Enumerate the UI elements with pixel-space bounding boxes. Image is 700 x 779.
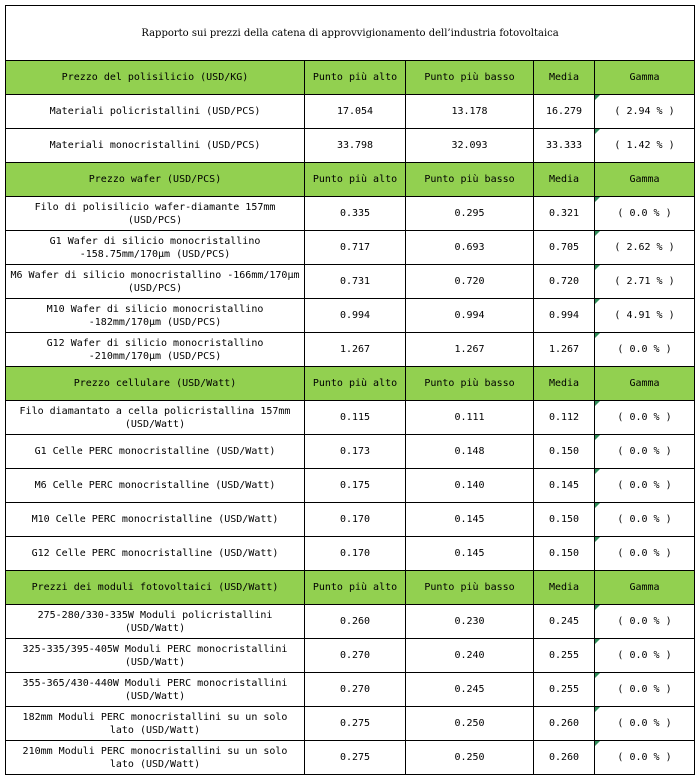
cell-highest: 0.175: [305, 469, 406, 503]
cell-lowest: 0.693: [406, 231, 534, 265]
cell-marker-icon: [595, 231, 600, 236]
table-row: [6, 469, 695, 503]
cell-average: 0.150: [534, 537, 595, 571]
range-value: ( 0.0 % ): [617, 412, 672, 423]
cell-average: 0.260: [534, 741, 595, 775]
cell-range: [595, 503, 695, 537]
report-title: Rapporto sui prezzi della catena di approvvigionamento dell’industria fotovoltaica: [6, 6, 695, 61]
cell-highest: 0.717: [305, 231, 406, 265]
cell-category: M6 Celle PERC monocristalline (USD/Watt): [6, 469, 305, 503]
cell-highest: 0.260: [305, 605, 406, 639]
section-header-row: [6, 61, 695, 95]
cell-category: 182mm Moduli PERC monocristallini su un solo lato (USD/Watt): [6, 707, 305, 741]
header-highest: Punto più alto: [305, 571, 406, 605]
table-row: [6, 299, 695, 333]
cell-lowest: 0.994: [406, 299, 534, 333]
header-lowest: Punto più basso: [406, 61, 534, 95]
cell-marker-icon: [595, 129, 600, 134]
header-highest: Punto più alto: [305, 163, 406, 197]
header-average: Media: [534, 367, 595, 401]
cell-range: [595, 333, 695, 367]
cell-range: [595, 707, 695, 741]
cell-average: 0.260: [534, 707, 595, 741]
header-range: Gamma: [595, 61, 695, 95]
range-value: ( 2.71 % ): [614, 276, 675, 287]
range-value: ( 0.0 % ): [617, 208, 672, 219]
cell-average: 0.112: [534, 401, 595, 435]
cell-average: 0.705: [534, 231, 595, 265]
cell-range: [595, 231, 695, 265]
cell-lowest: 0.111: [406, 401, 534, 435]
header-lowest: Punto più basso: [406, 367, 534, 401]
cell-category: 355-365/430-440W Moduli PERC monocristallini (USD/Watt): [6, 673, 305, 707]
range-value: ( 0.0 % ): [617, 344, 672, 355]
cell-marker-icon: [595, 95, 600, 100]
cell-category: 325-335/395-405W Moduli PERC monocristallini (USD/Watt): [6, 639, 305, 673]
cell-range: [595, 265, 695, 299]
header-range: Gamma: [595, 367, 695, 401]
range-value: ( 1.42 % ): [614, 140, 675, 151]
table-row: [6, 639, 695, 673]
range-value: ( 0.0 % ): [617, 684, 672, 695]
header-highest: Punto più alto: [305, 367, 406, 401]
cell-lowest: 0.240: [406, 639, 534, 673]
cell-average: 0.255: [534, 639, 595, 673]
header-lowest: Punto più basso: [406, 163, 534, 197]
header-range: Gamma: [595, 163, 695, 197]
table-row: [6, 197, 695, 231]
cell-marker-icon: [595, 435, 600, 440]
cell-category: G12 Celle PERC monocristalline (USD/Watt): [6, 537, 305, 571]
table-row: [6, 605, 695, 639]
table-row: [6, 333, 695, 367]
range-value: ( 0.0 % ): [617, 616, 672, 627]
cell-category: G1 Wafer di silicio monocristallino -158.75mm/170μm (USD/PCS): [6, 231, 305, 265]
cell-range: [595, 299, 695, 333]
cell-average: 0.255: [534, 673, 595, 707]
cell-lowest: 0.250: [406, 707, 534, 741]
cell-average: 33.333: [534, 129, 595, 163]
cell-category: Materiali monocristallini (USD/PCS): [6, 129, 305, 163]
table-row: [6, 265, 695, 299]
cell-average: 1.267: [534, 333, 595, 367]
cell-category: M6 Wafer di silicio monocristallino -166mm/170μm (USD/PCS): [6, 265, 305, 299]
title-row: [6, 6, 695, 61]
cell-category: 275-280/330-335W Moduli policristallini (USD/Watt): [6, 605, 305, 639]
cell-lowest: 0.245: [406, 673, 534, 707]
table-row: [6, 129, 695, 163]
table-row: [6, 503, 695, 537]
price-report-table: [5, 5, 695, 775]
table-row: [6, 95, 695, 129]
cell-category: M10 Celle PERC monocristalline (USD/Watt): [6, 503, 305, 537]
cell-lowest: 0.250: [406, 741, 534, 775]
cell-highest: 0.170: [305, 537, 406, 571]
cell-category: M10 Wafer di silicio monocristallino -182mm/170μm (USD/PCS): [6, 299, 305, 333]
cell-range: [595, 435, 695, 469]
price-report-sheet: [5, 5, 694, 775]
section-header-row: [6, 571, 695, 605]
cell-lowest: 0.295: [406, 197, 534, 231]
cell-category: Filo di polisilicio wafer-diamante 157mm (USD/PCS): [6, 197, 305, 231]
range-value: ( 0.0 % ): [617, 718, 672, 729]
cell-marker-icon: [595, 673, 600, 678]
cell-lowest: 0.140: [406, 469, 534, 503]
cell-range: [595, 673, 695, 707]
table-row: [6, 673, 695, 707]
cell-marker-icon: [595, 503, 600, 508]
table-row: [6, 741, 695, 775]
cell-category: G1 Celle PERC monocristalline (USD/Watt): [6, 435, 305, 469]
cell-range: [595, 741, 695, 775]
header-category: Prezzo wafer (USD/PCS): [6, 163, 305, 197]
cell-marker-icon: [595, 265, 600, 270]
cell-highest: 0.275: [305, 707, 406, 741]
cell-average: 0.720: [534, 265, 595, 299]
range-value: ( 0.0 % ): [617, 446, 672, 457]
cell-lowest: 32.093: [406, 129, 534, 163]
header-category: Prezzo del polisilicio (USD/KG): [6, 61, 305, 95]
cell-lowest: 0.720: [406, 265, 534, 299]
cell-highest: 1.267: [305, 333, 406, 367]
cell-highest: 0.731: [305, 265, 406, 299]
cell-lowest: 1.267: [406, 333, 534, 367]
cell-average: 0.150: [534, 503, 595, 537]
cell-average: 0.994: [534, 299, 595, 333]
range-value: ( 4.91 % ): [614, 310, 675, 321]
cell-lowest: 0.145: [406, 503, 534, 537]
header-average: Media: [534, 61, 595, 95]
cell-marker-icon: [595, 469, 600, 474]
cell-range: [595, 537, 695, 571]
cell-marker-icon: [595, 537, 600, 542]
header-highest: Punto più alto: [305, 61, 406, 95]
header-average: Media: [534, 571, 595, 605]
cell-highest: 0.173: [305, 435, 406, 469]
cell-marker-icon: [595, 605, 600, 610]
cell-average: 0.145: [534, 469, 595, 503]
cell-highest: 17.054: [305, 95, 406, 129]
section-header-row: [6, 163, 695, 197]
range-value: ( 2.94 % ): [614, 106, 675, 117]
cell-range: [595, 469, 695, 503]
header-average: Media: [534, 163, 595, 197]
cell-marker-icon: [595, 639, 600, 644]
cell-highest: 0.994: [305, 299, 406, 333]
range-value: ( 2.62 % ): [614, 242, 675, 253]
cell-average: 16.279: [534, 95, 595, 129]
cell-marker-icon: [595, 401, 600, 406]
cell-highest: 33.798: [305, 129, 406, 163]
table-row: [6, 231, 695, 265]
range-value: ( 0.0 % ): [617, 480, 672, 491]
cell-category: Filo diamantato a cella policristallina 157mm (USD/Watt): [6, 401, 305, 435]
cell-lowest: 13.178: [406, 95, 534, 129]
cell-highest: 0.275: [305, 741, 406, 775]
cell-lowest: 0.145: [406, 537, 534, 571]
range-value: ( 0.0 % ): [617, 514, 672, 525]
cell-average: 0.321: [534, 197, 595, 231]
range-value: ( 0.0 % ): [617, 548, 672, 559]
section-header-row: [6, 367, 695, 401]
header-lowest: Punto più basso: [406, 571, 534, 605]
cell-range: [595, 197, 695, 231]
cell-range: [595, 639, 695, 673]
cell-highest: 0.170: [305, 503, 406, 537]
cell-range: [595, 95, 695, 129]
table-row: [6, 435, 695, 469]
cell-lowest: 0.148: [406, 435, 534, 469]
price-report-body: [6, 6, 695, 775]
cell-marker-icon: [595, 299, 600, 304]
table-row: [6, 707, 695, 741]
cell-lowest: 0.230: [406, 605, 534, 639]
header-category: Prezzi dei moduli fotovoltaici (USD/Watt): [6, 571, 305, 605]
cell-category: Materiali policristallini (USD/PCS): [6, 95, 305, 129]
header-category: Prezzo cellulare (USD/Watt): [6, 367, 305, 401]
range-value: ( 0.0 % ): [617, 752, 672, 763]
cell-range: [595, 605, 695, 639]
range-value: ( 0.0 % ): [617, 650, 672, 661]
cell-average: 0.150: [534, 435, 595, 469]
cell-highest: 0.270: [305, 673, 406, 707]
cell-marker-icon: [595, 197, 600, 202]
cell-marker-icon: [595, 741, 600, 746]
cell-marker-icon: [595, 707, 600, 712]
cell-highest: 0.335: [305, 197, 406, 231]
cell-category: G12 Wafer di silicio monocristallino -210mm/170μm (USD/PCS): [6, 333, 305, 367]
table-row: [6, 537, 695, 571]
table-row: [6, 401, 695, 435]
cell-average: 0.245: [534, 605, 595, 639]
header-range: Gamma: [595, 571, 695, 605]
cell-highest: 0.270: [305, 639, 406, 673]
cell-highest: 0.115: [305, 401, 406, 435]
cell-range: [595, 129, 695, 163]
cell-marker-icon: [595, 333, 600, 338]
cell-range: [595, 401, 695, 435]
cell-category: 210mm Moduli PERC monocristallini su un solo lato (USD/Watt): [6, 741, 305, 775]
